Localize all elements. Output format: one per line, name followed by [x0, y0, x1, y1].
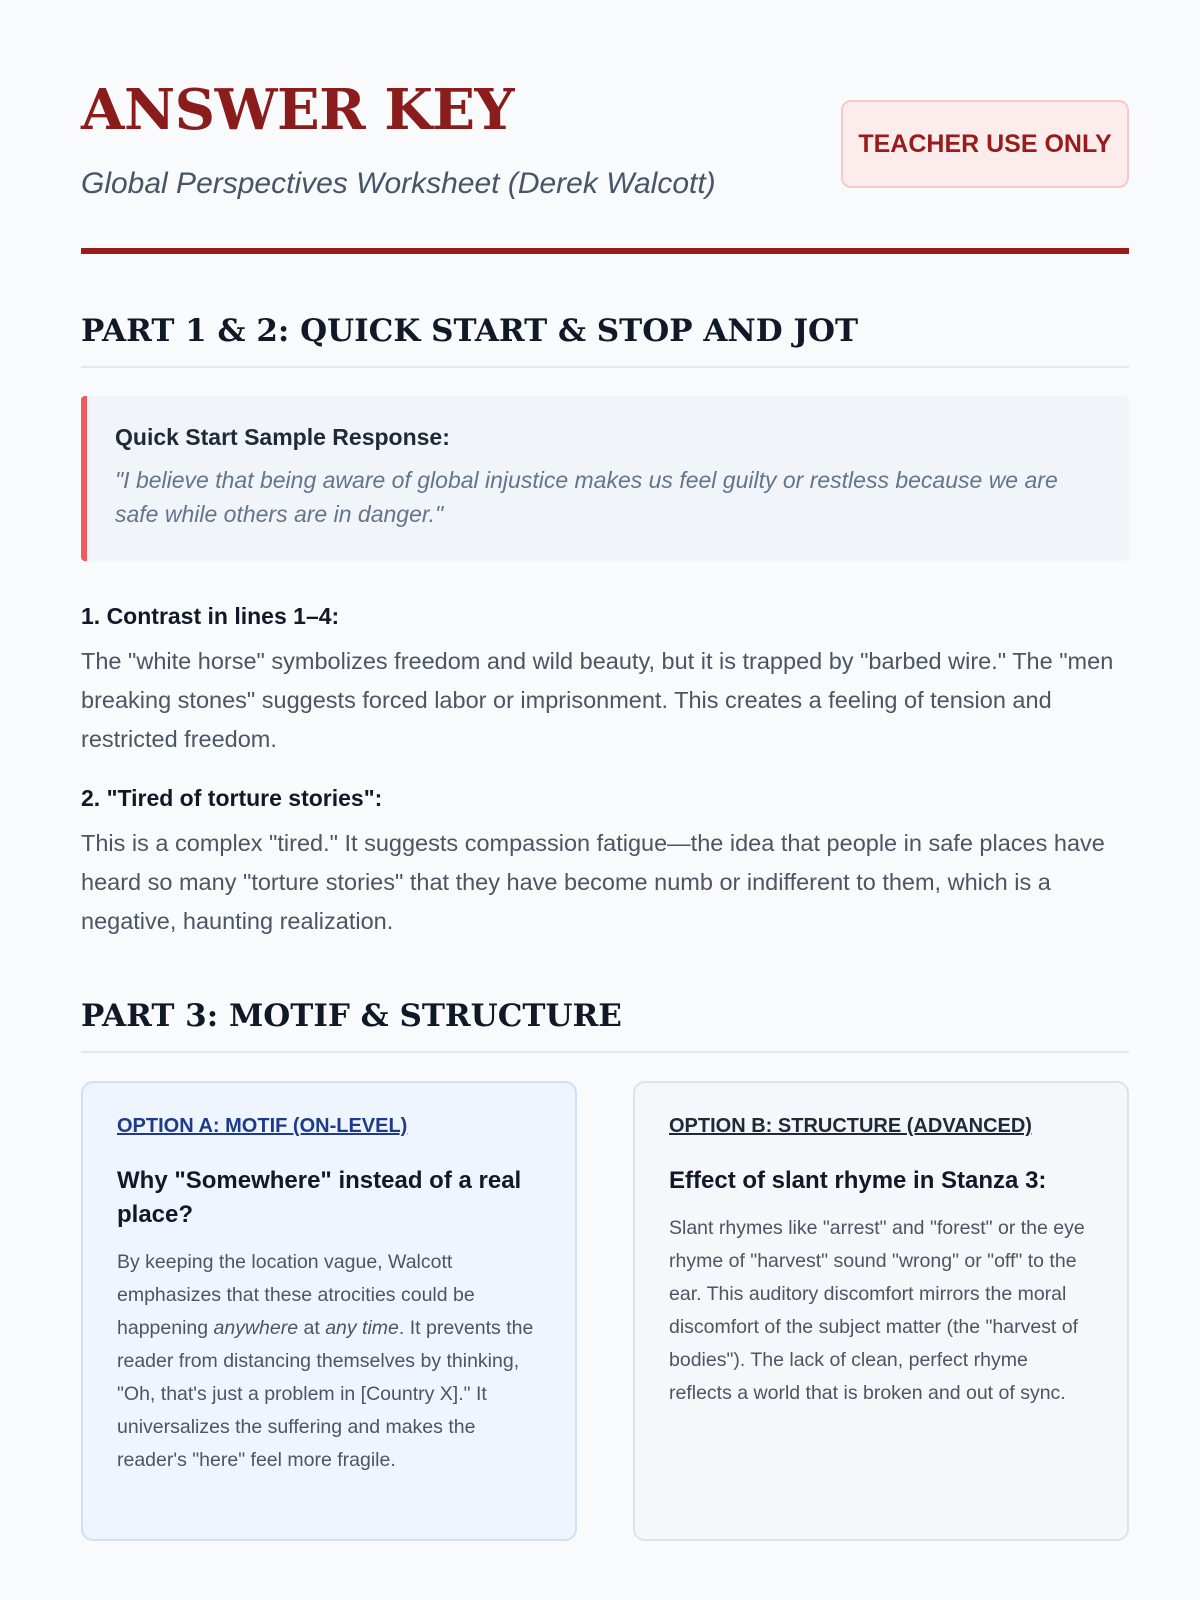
option-a-text-2: at [298, 1317, 326, 1340]
option-cards [81, 1081, 1129, 1541]
option-b-title: Effect of slant rhyme in Stanza 3: [669, 1167, 1047, 1195]
quick-start-label: Quick Start Sample Response: [115, 424, 450, 451]
page-subtitle: Global Perspectives Worksheet (Derek Walcott) [81, 167, 716, 200]
page-title: ANSWER KEY [81, 77, 515, 143]
teacher-use-only-badge: TEACHER USE ONLY [841, 100, 1129, 188]
part-1-2-section [81, 314, 1129, 941]
option-b-card [633, 1081, 1129, 1541]
quick-start-box [81, 396, 1129, 561]
part-3-section [81, 999, 1129, 1541]
option-a-answer [117, 1246, 541, 1477]
option-a-emphasis-1: anywhere [213, 1317, 299, 1340]
question-1-label: 1. Contrast in lines 1–4: [81, 603, 340, 630]
question-2 [81, 785, 1129, 941]
answer-key-page [81, 0, 1129, 1541]
option-b-answer: Slant rhymes like "arrest" and "forest" or the eye rhyme of "harvest" sound "wrong" or "off" to the ear. This auditory discomfort mirrors the moral discomfort of the subject matter (the "harvest of bodies"). The lack of clean, perfect rhyme reflects a world that is broken and out of sync. [669, 1217, 1085, 1405]
question-1 [81, 603, 1129, 759]
question-2-label: 2. "Tired of torture stories": [81, 785, 383, 812]
option-a-tag: OPTION A: MOTIF (ON-LEVEL) [117, 1115, 408, 1138]
quick-start-response: "I believe that being aware of global injustice makes us feel guilty or restless because we are safe while others are in danger." [115, 467, 1058, 528]
option-b-tag: OPTION B: STRUCTURE (ADVANCED) [669, 1115, 1032, 1138]
page-header [81, 0, 1129, 254]
question-2-answer: This is a complex "tired." It suggests compassion fatigue—the idea that people in safe places have heard so many "torture stories" that they have become numb or indifferent to them, which is a negative, haunting realization. [81, 830, 1105, 935]
question-1-answer: The "white horse" symbolizes freedom and wild beauty, but it is trapped by "barbed wire." The "men breaking stones" suggests forced labor or imprisonment. This creates a feeling of tension and restricted freedom. [81, 648, 1114, 753]
option-a-text-3: . It prevents the reader from distancing themselves by thinking, "Oh, that's just a problem in [Country X]." It universalizes the suffering and makes the reader's "here" feel more fragile. [117, 1317, 534, 1472]
option-a-card [81, 1081, 577, 1541]
header-divider [81, 248, 1129, 254]
option-a-text-1: By keeping the location vague, Walcott emphasizes that these atrocities could be happening [117, 1251, 475, 1340]
option-a-title: Why "Somewhere" instead of a real place? [117, 1167, 522, 1229]
part-3-heading: PART 3: MOTIF & STRUCTURE [81, 999, 1129, 1053]
part-1-2-heading: PART 1 & 2: QUICK START & STOP AND JOT [81, 314, 1129, 368]
option-a-emphasis-2: any time [325, 1317, 399, 1340]
